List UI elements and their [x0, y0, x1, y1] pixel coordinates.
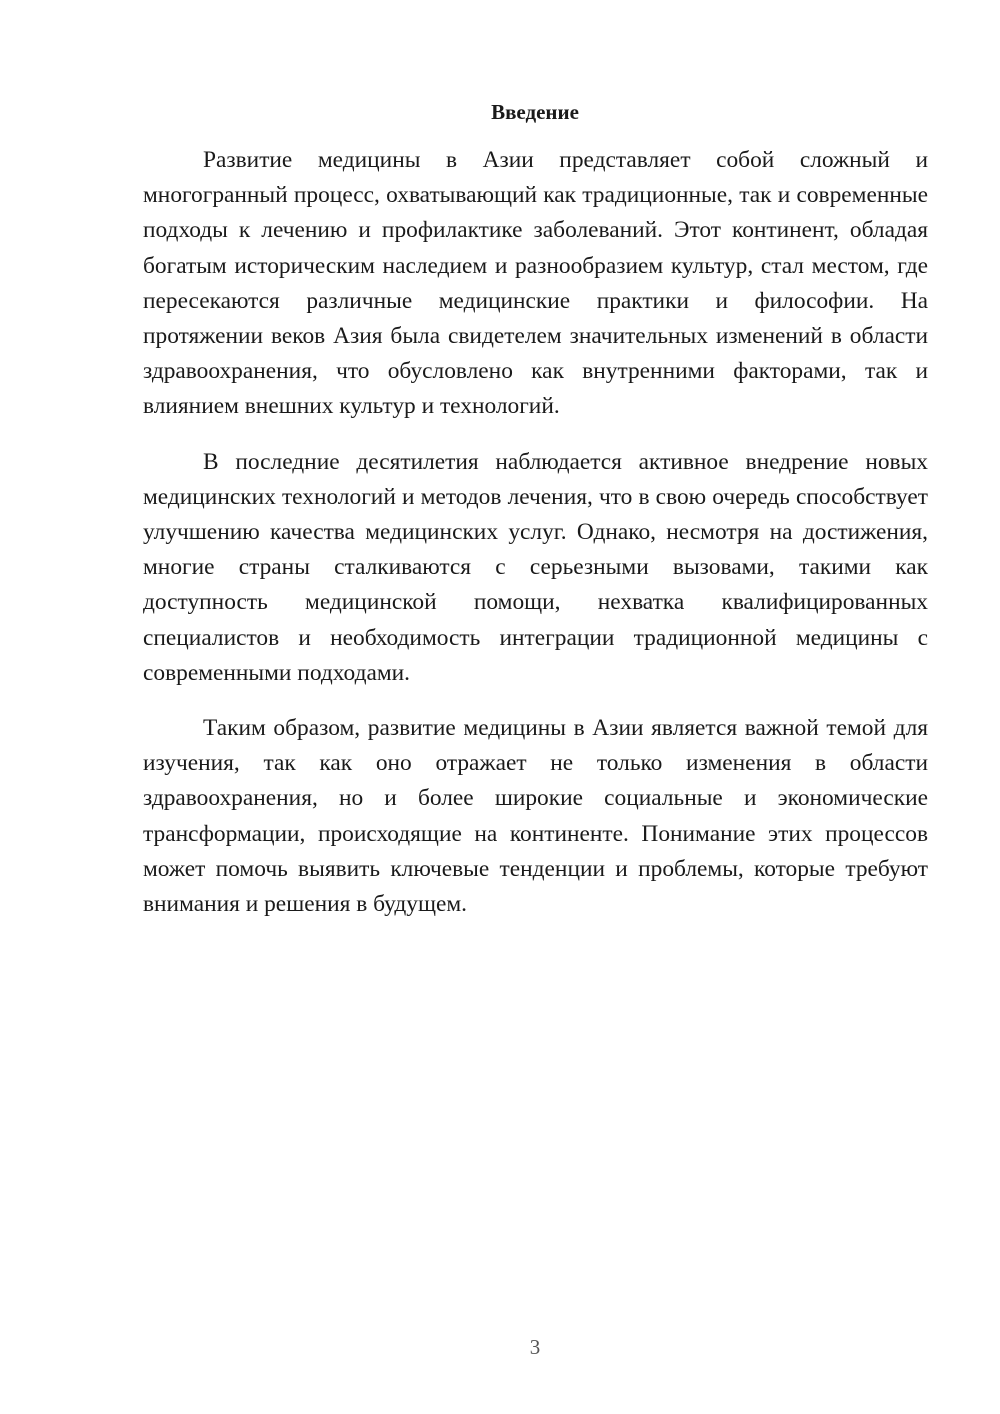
- page-number: 3: [529, 1335, 541, 1359]
- document-body: [143, 143, 928, 942]
- paragraph-3: Таким образом, развитие медицины в Азии является важной темой для изучения, так как оно отражает не только изменения в области здравоохранения, но и более широкие социальные и экономические трансформации, происходящие на континенте. Понимание этих процессов может помочь выявить ключевые тенденции и проблемы, которые требуют внимания и решения в будущем.: [143, 715, 928, 918]
- paragraph-1: Развитие медицины в Азии представляет собой сложный и многогранный процесс, охватывающий как традиционные, так и современные подходы к лечению и профилактике заболеваний. Этот континент, обладая богатым историческим наследием и разнообразием культур, стал местом, где пересекаются различные медицинские практики и философии. На протяжении веков Азия была свидетелем значительных изменений в области здравоохранения, что обусловлено как внутренними факторами, так и влиянием внешних культур и технологий.: [143, 147, 928, 420]
- section-title: Введение: [491, 100, 579, 124]
- paragraph-2: В последние десятилетия наблюдается активное внедрение новых медицинских технологий и методов лечения, что в свою очередь способствует улучшению качества медицинских услуг. Однако, несмотря на достижения, многие страны сталкиваются с серьезными вызовами, такими как доступность медицинской помощи, нехватка квалифицированных специалистов и необходимость интеграции традиционной медицины с современными подходами.: [143, 448, 928, 686]
